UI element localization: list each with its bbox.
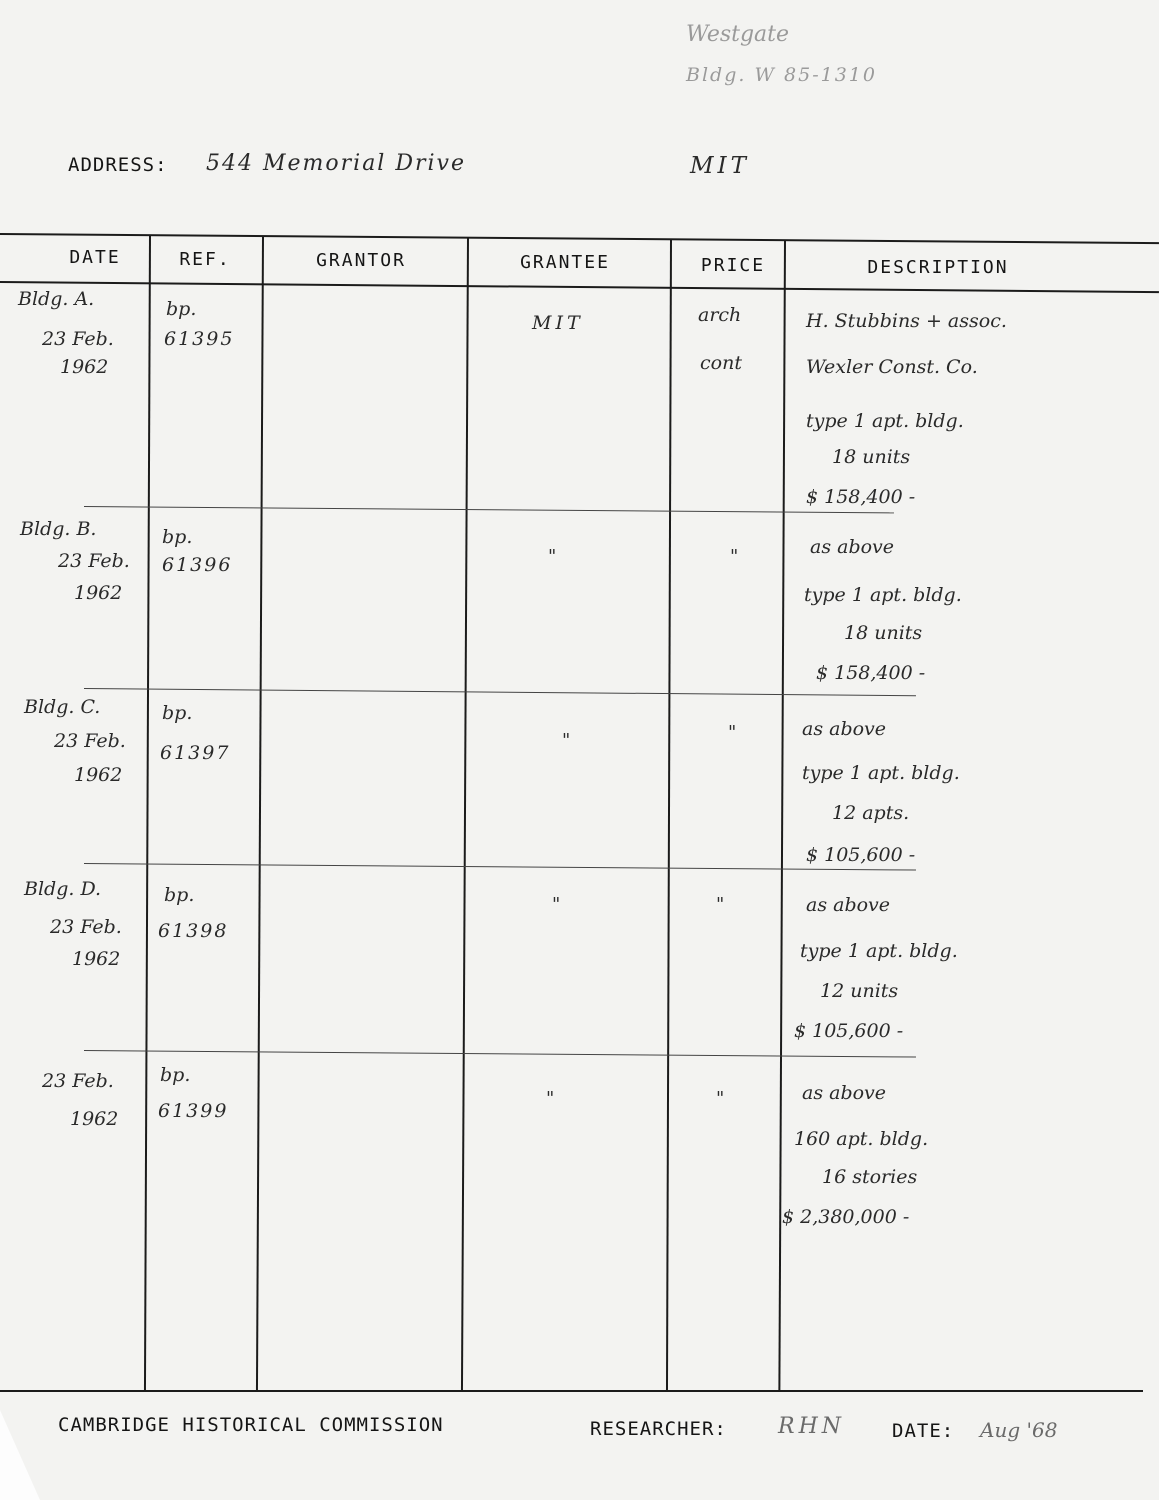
row-ref: 61398 [158, 920, 229, 942]
header-note-bldg: Bldg. W 85-1310 [686, 64, 877, 86]
column-header-description: DESCRIPTION [867, 257, 1009, 278]
row-description-line: type 1 apt. bldg. [802, 762, 960, 784]
header-bottom-rule [0, 281, 1159, 293]
column-header-grantor: GRANTOR [316, 250, 406, 271]
row-price-contractor: cont [700, 352, 742, 374]
row-ref: 61399 [158, 1100, 229, 1122]
footer-researcher-label: RESEARCHER: [590, 1418, 727, 1440]
row-ref: 61395 [164, 328, 235, 350]
col-divider-date [144, 236, 151, 1392]
row-description-line: $ 105,600 - [806, 844, 916, 866]
column-header-date: DATE [69, 247, 121, 268]
table-top-rule [0, 233, 1159, 244]
column-header-price: PRICE [700, 255, 766, 276]
row-description-line: H. Stubbins + assoc. [806, 310, 1007, 332]
row-description-line: 16 stories [822, 1166, 918, 1188]
row-ref-prefix: bp. [160, 1064, 191, 1086]
row-separator [84, 688, 916, 696]
col-divider-grantee [666, 239, 672, 1392]
row-year: 1962 [74, 764, 123, 786]
row-date: 23 Feb. [42, 1070, 114, 1092]
row-description-line: $ 105,600 - [794, 1020, 904, 1042]
row-description-line: type 1 apt. bldg. [806, 410, 964, 432]
row-description-line: $ 158,400 - [806, 486, 916, 508]
row-date: 23 Feb. [54, 730, 126, 752]
row-description-line: as above [802, 1082, 887, 1104]
row-ref-prefix: bp. [164, 884, 195, 906]
row-price-ditto: " [730, 546, 739, 567]
row-price-ditto: " [728, 722, 737, 743]
address-label: ADDRESS: [68, 154, 168, 176]
table-bottom-rule [0, 1390, 1143, 1392]
row-price-architect: arch [698, 304, 742, 326]
row-year: 1962 [70, 1108, 119, 1130]
row-building: Bldg. A. [18, 288, 95, 310]
row-description-line: 12 apts. [832, 802, 910, 824]
row-separator [84, 506, 894, 513]
row-description-line: type 1 apt. bldg. [800, 940, 958, 962]
col-divider-ref [256, 237, 264, 1392]
row-ref-prefix: bp. [166, 298, 197, 320]
row-date: 23 Feb. [58, 550, 130, 572]
row-ref: 61396 [162, 554, 233, 576]
row-building: Bldg. C. [24, 696, 101, 718]
row-year: 1962 [60, 356, 109, 378]
row-description-line: 18 units [832, 446, 911, 468]
row-description-line: 12 units [820, 980, 899, 1002]
row-grantee-ditto: " [548, 546, 557, 567]
row-description-line: as above [806, 894, 891, 916]
row-building: Bldg. D. [24, 878, 102, 900]
row-date: 23 Feb. [42, 328, 114, 350]
row-grantee: MIT [532, 312, 584, 334]
row-description-line: 18 units [844, 622, 923, 644]
row-description-line: type 1 apt. bldg. [804, 584, 962, 606]
row-description-line: as above [810, 536, 895, 558]
row-year: 1962 [72, 948, 121, 970]
row-description-line: 160 apt. bldg. [794, 1128, 929, 1150]
row-description-line: $ 158,400 - [816, 662, 926, 684]
footer-researcher: RHN [778, 1414, 845, 1439]
row-price-ditto: " [716, 1088, 725, 1109]
row-separator [84, 1050, 916, 1058]
footer-date-label: DATE: [892, 1420, 955, 1442]
column-header-ref: REF. [179, 249, 231, 270]
header-note-westgate: Westgate [686, 22, 790, 47]
row-grantee-ditto: " [546, 1088, 555, 1109]
row-price-ditto: " [716, 894, 725, 915]
row-building: Bldg. B. [20, 518, 97, 540]
row-ref: 61397 [160, 742, 231, 764]
row-description-line: $ 2,380,000 - [782, 1206, 910, 1228]
row-grantee-ditto: " [562, 730, 571, 751]
column-header-grantee: GRANTEE [520, 252, 610, 273]
row-year: 1962 [74, 582, 123, 604]
row-separator [84, 863, 916, 871]
footer-date: Aug '68 [980, 1418, 1058, 1442]
footer-organization: CAMBRIDGE HISTORICAL COMMISSION [58, 1414, 444, 1436]
address-value: 544 Memorial Drive [206, 151, 466, 176]
row-ref-prefix: bp. [162, 702, 193, 724]
row-grantee-ditto: " [552, 894, 561, 915]
row-ref-prefix: bp. [162, 526, 193, 548]
folded-corner [0, 1410, 40, 1500]
row-description-line: Wexler Const. Co. [806, 356, 978, 378]
col-divider-grantor [461, 238, 469, 1392]
row-date: 23 Feb. [50, 916, 122, 938]
address-owner: MIT [690, 153, 750, 179]
row-description-line: as above [802, 718, 887, 740]
